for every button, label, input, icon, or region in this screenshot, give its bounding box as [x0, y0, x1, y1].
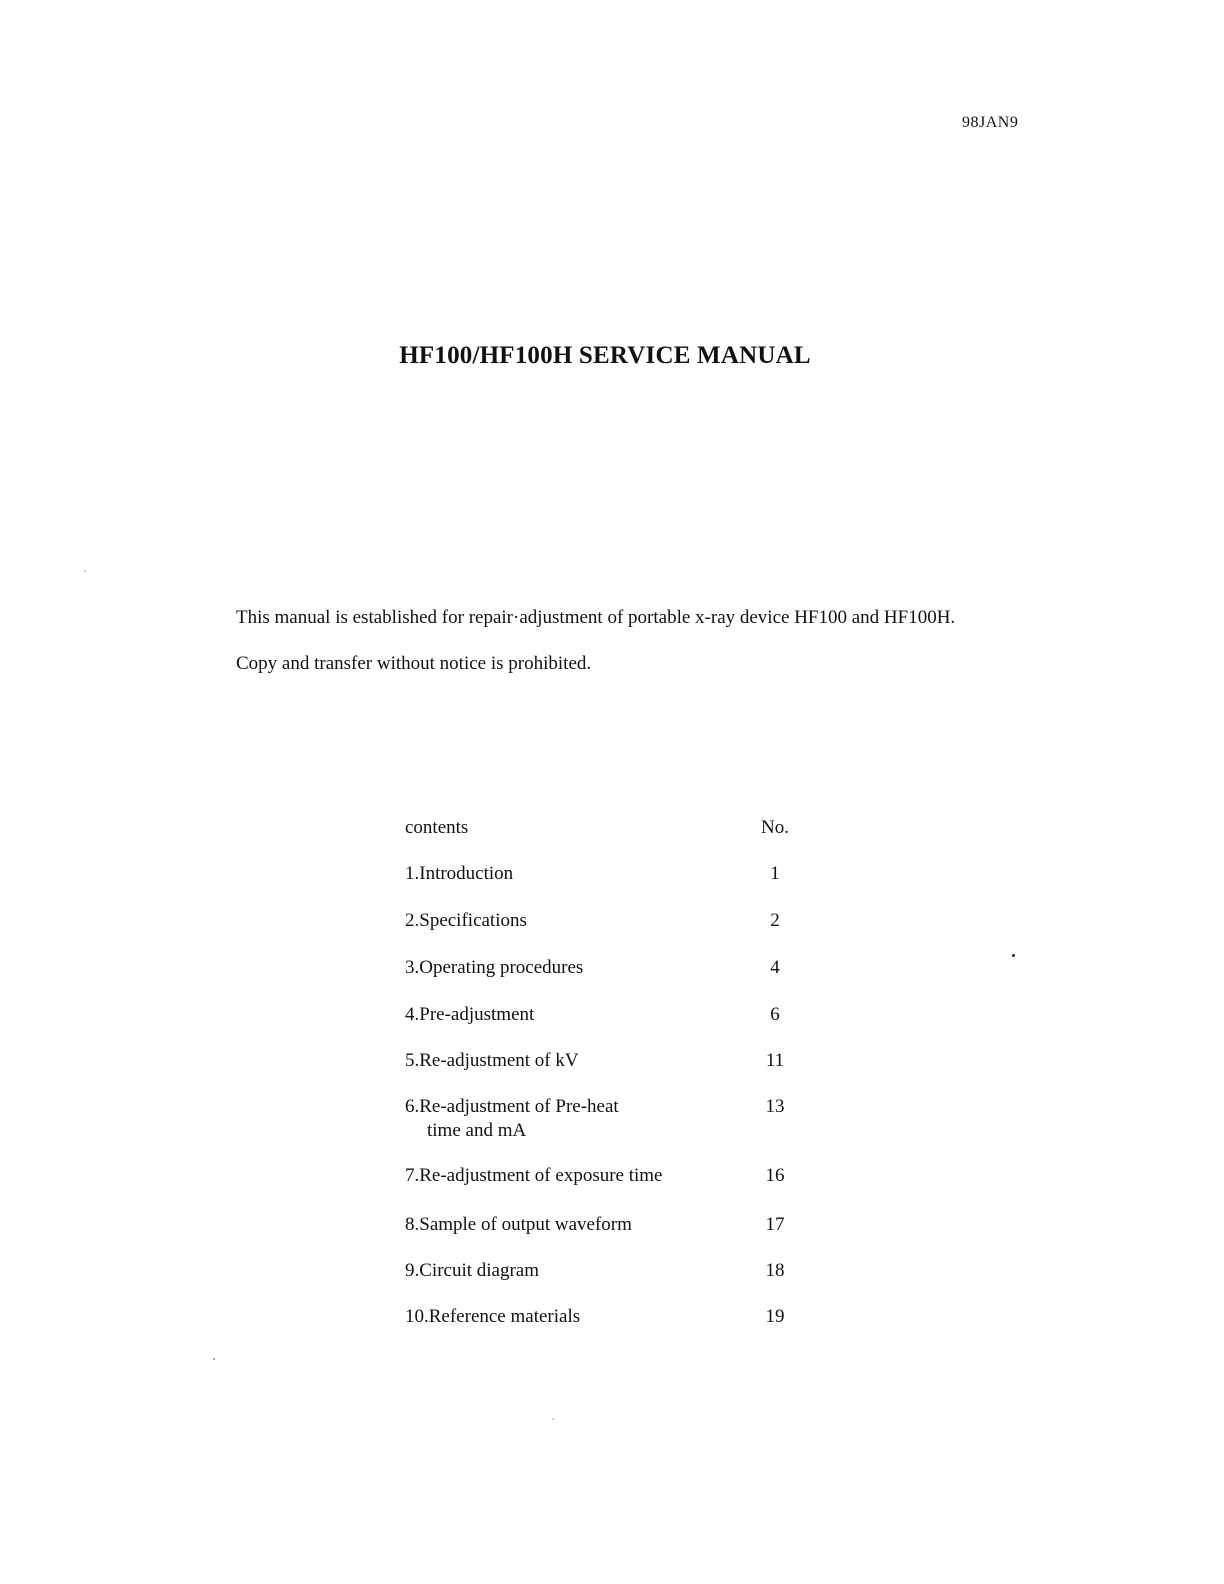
toc-entry-page: 18 — [765, 1260, 785, 1281]
toc-entry-label: 3.Operating procedures — [405, 957, 584, 978]
toc-entry-label: 9.Circuit diagram — [405, 1260, 540, 1281]
toc-entry-page: 13 — [765, 1096, 785, 1117]
toc-header-label: contents — [405, 817, 469, 838]
toc-entry-page: 4 — [770, 957, 780, 978]
toc-entry-page: 6 — [770, 1004, 780, 1025]
toc-entry — [405, 909, 825, 933]
toc-entry — [405, 956, 825, 980]
toc-entry-page: 2 — [770, 910, 780, 931]
scan-speck — [84, 570, 86, 572]
toc-entry — [405, 1164, 825, 1188]
intro-purpose-text: This manual is established for repair·adjustment of portable x-ray device HF100 and HF100H. — [236, 607, 956, 628]
toc-entry-page: 16 — [765, 1165, 785, 1186]
scan-speck — [1012, 954, 1015, 957]
toc-entry-page: 1 — [770, 863, 780, 884]
toc-entry — [405, 862, 825, 886]
scan-speck — [552, 1418, 554, 1420]
toc-entry-page: 17 — [765, 1214, 785, 1235]
toc-header-page: No. — [761, 817, 789, 838]
toc-entry-label-line: 6.Re-adjustment of Pre-heat — [405, 1096, 619, 1117]
toc-entry — [405, 1259, 825, 1283]
toc-entry — [405, 1003, 825, 1027]
toc-entry-page: 11 — [765, 1050, 785, 1071]
toc-entry — [405, 1095, 825, 1143]
document-title: HF100/HF100H SERVICE MANUAL — [399, 342, 811, 369]
toc-entry-label: 5.Re-adjustment of kV — [405, 1050, 579, 1071]
toc-entry-label: 2.Specifications — [405, 910, 527, 931]
toc-entry-label-line: time and mA — [427, 1120, 527, 1141]
toc-entry-page: 19 — [765, 1306, 785, 1327]
toc-entry-label: 4.Pre-adjustment — [405, 1004, 535, 1025]
toc-entry-label: 7.Re-adjustment of exposure time — [405, 1165, 663, 1186]
toc-entry-label — [405, 1095, 705, 1143]
intro-section — [236, 606, 996, 676]
copy-notice-text: Copy and transfer without notice is prohibited. — [236, 653, 592, 674]
toc-entry-label: 1.Introduction — [405, 863, 514, 884]
toc-entry-label: 8.Sample of output waveform — [405, 1214, 632, 1235]
toc-entry — [405, 1305, 825, 1329]
toc-entry — [405, 1049, 825, 1073]
scan-speck — [213, 1358, 215, 1360]
toc-header-row — [405, 816, 825, 840]
toc-entry — [405, 1213, 825, 1237]
document-date-code: 98JAN9 — [962, 114, 1019, 131]
toc-entry-label: 10.Reference materials — [405, 1306, 581, 1327]
